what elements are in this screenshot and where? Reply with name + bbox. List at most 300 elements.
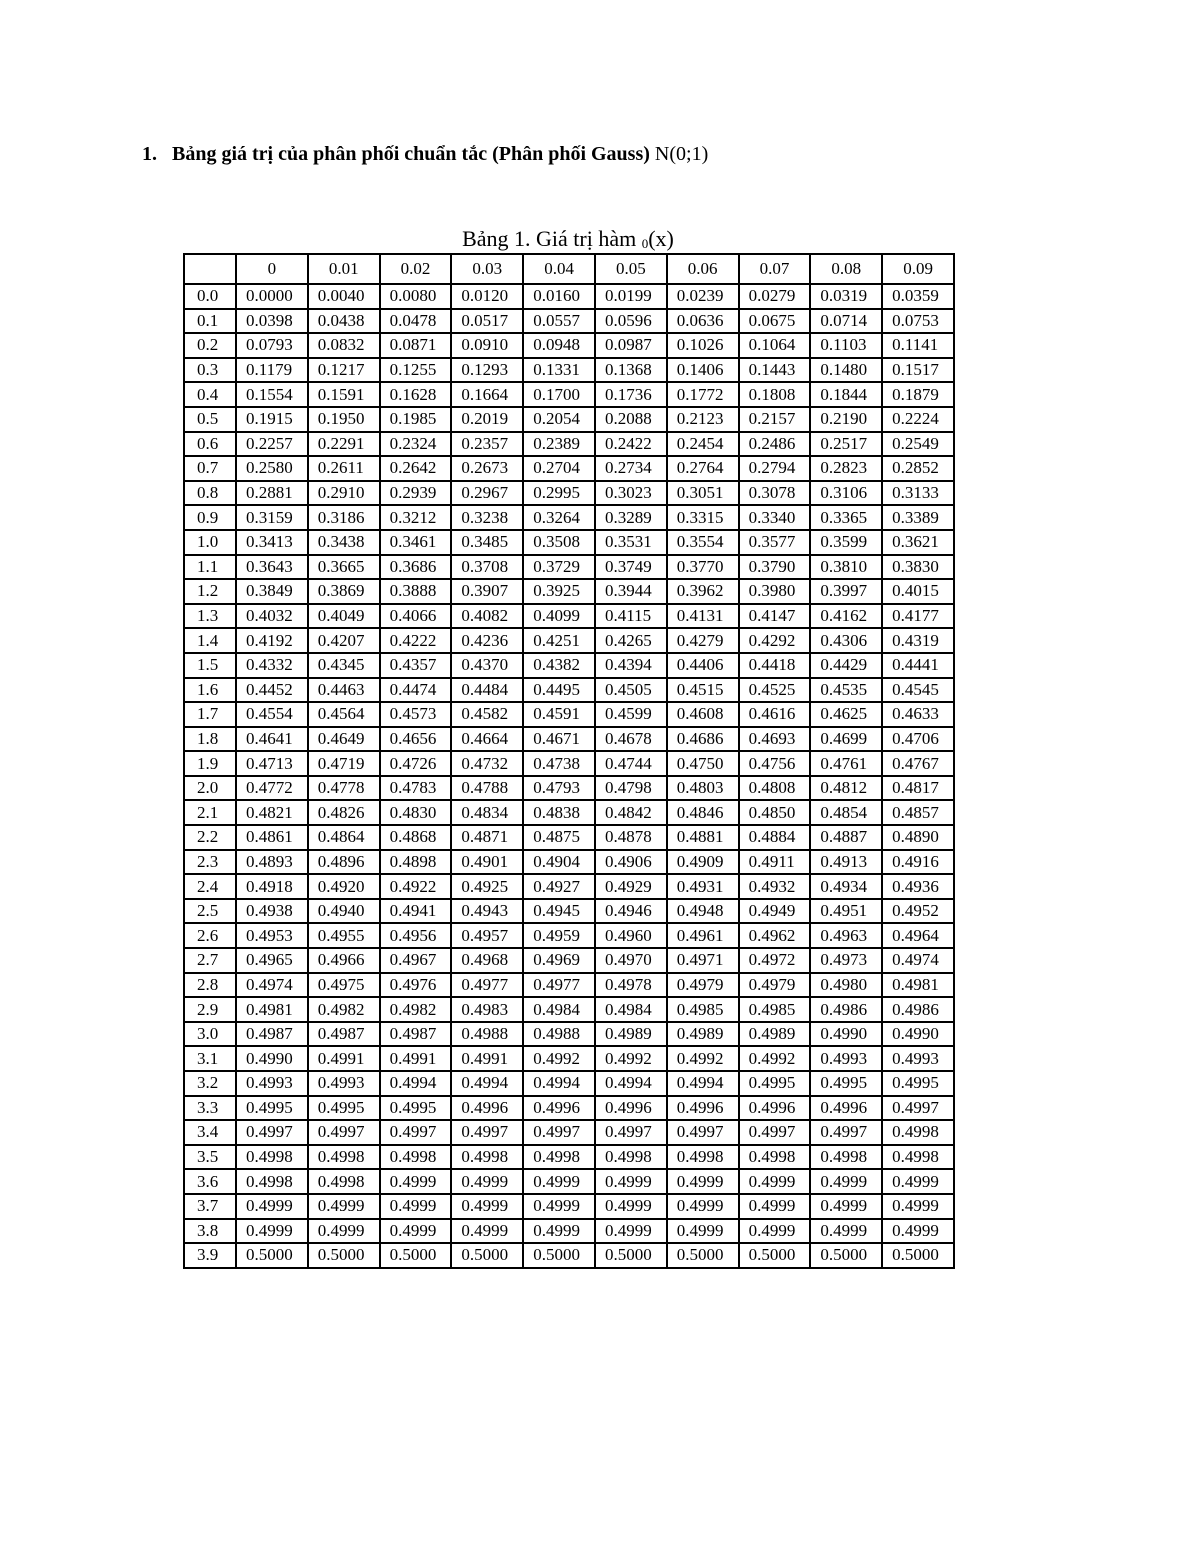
table-cell: 0.3790 (739, 555, 811, 580)
table-cell: 0.4793 (523, 776, 595, 801)
table-cell: 0.4989 (739, 1022, 811, 1047)
table-cell: 0.4994 (451, 1071, 523, 1096)
table-cell: 0.4998 (308, 1169, 380, 1194)
table-row (184, 1219, 954, 1244)
table-cell: 0.4999 (595, 1194, 667, 1219)
table-cell: 0.1664 (451, 382, 523, 407)
table-cell: 0.1700 (523, 382, 595, 407)
table-cell: 0.4441 (882, 653, 954, 678)
table-row (184, 1194, 954, 1219)
table-cell: 0.4861 (236, 825, 308, 850)
table-cell: 0.4977 (451, 973, 523, 998)
row-label: 1.8 (184, 727, 236, 752)
table-cell: 0.4957 (451, 923, 523, 948)
table-cell: 0.4893 (236, 850, 308, 875)
table-cell: 0.4857 (882, 800, 954, 825)
table-cell: 0.4938 (236, 899, 308, 924)
table-cell: 0.3461 (380, 530, 452, 555)
section-title-suffix: N(0;1) (654, 143, 709, 165)
table-cell: 0.1443 (739, 358, 811, 383)
table-cell: 0.3599 (810, 530, 882, 555)
table-cell: 0.4998 (810, 1145, 882, 1170)
table-cell: 0.4995 (236, 1096, 308, 1121)
table-cell: 0.4989 (667, 1022, 739, 1047)
table-cell: 0.0948 (523, 333, 595, 358)
table-cell: 0.4972 (739, 948, 811, 973)
table-row (184, 653, 954, 678)
table-cell: 0.0080 (380, 284, 452, 309)
table-cell: 0.4996 (595, 1096, 667, 1121)
row-label: 2.5 (184, 899, 236, 924)
table-cell: 0.4788 (451, 776, 523, 801)
table-row (184, 456, 954, 481)
table-cell: 0.4911 (739, 850, 811, 875)
table-row (184, 899, 954, 924)
table-cell: 0.4803 (667, 776, 739, 801)
table-cell: 0.4332 (236, 653, 308, 678)
table-cell: 0.4738 (523, 751, 595, 776)
table-cell: 0.4998 (451, 1145, 523, 1170)
table-cell: 0.3980 (739, 579, 811, 604)
table-cell: 0.0910 (451, 333, 523, 358)
table-cell: 0.0636 (667, 309, 739, 334)
table-cell: 0.3729 (523, 555, 595, 580)
table-cell: 0.5000 (380, 1243, 452, 1268)
table-cell: 0.4999 (380, 1169, 452, 1194)
table-cell: 0.0517 (451, 309, 523, 334)
table-cell: 0.4993 (308, 1071, 380, 1096)
table-cell: 0.4099 (523, 604, 595, 629)
table-row (184, 505, 954, 530)
table-cell: 0.4463 (308, 678, 380, 703)
table-cell: 0.3944 (595, 579, 667, 604)
table-cell: 0.0199 (595, 284, 667, 309)
table-cell: 0.4998 (523, 1145, 595, 1170)
row-label: 2.9 (184, 997, 236, 1022)
table-cell: 0.4951 (810, 899, 882, 924)
table-cell: 0.4554 (236, 702, 308, 727)
table-row (184, 702, 954, 727)
table-cell: 0.4981 (882, 973, 954, 998)
table-cell: 0.2324 (380, 432, 452, 457)
table-cell: 0.4131 (667, 604, 739, 629)
table-cell: 0.4032 (236, 604, 308, 629)
table-cell: 0.3264 (523, 505, 595, 530)
table-cell: 0.2642 (380, 456, 452, 481)
table-cell: 0.2673 (451, 456, 523, 481)
table-cell: 0.4192 (236, 628, 308, 653)
table-cell: 0.4732 (451, 751, 523, 776)
table-cell: 0.0596 (595, 309, 667, 334)
row-label: 0.8 (184, 481, 236, 506)
table-cell: 0.4999 (810, 1169, 882, 1194)
table-cell: 0.4997 (380, 1120, 452, 1145)
table-cell: 0.4994 (595, 1071, 667, 1096)
table-cell: 0.2257 (236, 432, 308, 457)
table-cell: 0.1103 (810, 333, 882, 358)
table-cell: 0.4992 (739, 1046, 811, 1071)
table-cell: 0.4878 (595, 825, 667, 850)
table-cell: 0.4970 (595, 948, 667, 973)
row-label: 0.5 (184, 407, 236, 432)
table-cell: 0.4999 (810, 1219, 882, 1244)
table-cell: 0.4934 (810, 874, 882, 899)
table-cell: 0.4750 (667, 751, 739, 776)
table-cell: 0.5000 (523, 1243, 595, 1268)
table-cell: 0.4998 (595, 1145, 667, 1170)
row-label: 0.9 (184, 505, 236, 530)
table-cell: 0.1480 (810, 358, 882, 383)
caption-subscript: 0 (641, 236, 649, 251)
table-cell: 0.4535 (810, 678, 882, 703)
table-cell: 0.4992 (595, 1046, 667, 1071)
table-cell: 0.3686 (380, 555, 452, 580)
table-cell: 0.1026 (667, 333, 739, 358)
table-cell: 0.4999 (595, 1219, 667, 1244)
table-cell: 0.1844 (810, 382, 882, 407)
table-cell: 0.4931 (667, 874, 739, 899)
table-cell: 0.4515 (667, 678, 739, 703)
table-cell: 0.2794 (739, 456, 811, 481)
table-cell: 0.4999 (451, 1194, 523, 1219)
table-cell: 0.2157 (739, 407, 811, 432)
table-cell: 0.4222 (380, 628, 452, 653)
table-cell: 0.4989 (595, 1022, 667, 1047)
table-cell: 0.4995 (308, 1096, 380, 1121)
table-cell: 0.2910 (308, 481, 380, 506)
table-cell: 0.4969 (523, 948, 595, 973)
table-row (184, 1071, 954, 1096)
table-cell: 0.2704 (523, 456, 595, 481)
table-cell: 0.4999 (380, 1219, 452, 1244)
table-cell: 0.4941 (380, 899, 452, 924)
table-cell: 0.4817 (882, 776, 954, 801)
table-cell: 0.4991 (451, 1046, 523, 1071)
table-cell: 0.4830 (380, 800, 452, 825)
row-label: 3.4 (184, 1120, 236, 1145)
column-header: 0.05 (595, 254, 667, 284)
table-cell: 0.4474 (380, 678, 452, 703)
table-cell: 0.4993 (236, 1071, 308, 1096)
table-cell: 0.4115 (595, 604, 667, 629)
row-label: 3.3 (184, 1096, 236, 1121)
table-cell: 0.4871 (451, 825, 523, 850)
table-cell: 0.4726 (380, 751, 452, 776)
table-row (184, 1169, 954, 1194)
table-cell: 0.4961 (667, 923, 739, 948)
table-cell: 0.4967 (380, 948, 452, 973)
table-cell: 0.4236 (451, 628, 523, 653)
table-cell: 0.1141 (882, 333, 954, 358)
table-cell: 0.4875 (523, 825, 595, 850)
row-label: 0.2 (184, 333, 236, 358)
table-cell: 0.4995 (882, 1071, 954, 1096)
row-label: 0.6 (184, 432, 236, 457)
table-cell: 0.4982 (308, 997, 380, 1022)
row-label: 2.8 (184, 973, 236, 998)
table-cell: 0.1255 (380, 358, 452, 383)
table-cell: 0.4995 (739, 1071, 811, 1096)
table-cell: 0.1293 (451, 358, 523, 383)
table-cell: 0.4964 (882, 923, 954, 948)
table-cell: 0.1985 (380, 407, 452, 432)
caption-suffix: (x) (648, 226, 674, 251)
table-cell: 0.5000 (667, 1243, 739, 1268)
table-cell: 0.4821 (236, 800, 308, 825)
table-cell: 0.1879 (882, 382, 954, 407)
table-cell: 0.4987 (308, 1022, 380, 1047)
table-row (184, 800, 954, 825)
table-cell: 0.4625 (810, 702, 882, 727)
column-header: 0.03 (451, 254, 523, 284)
table-cell: 0.2454 (667, 432, 739, 457)
table-cell: 0.3907 (451, 579, 523, 604)
table-cell: 0.4633 (882, 702, 954, 727)
row-label: 3.7 (184, 1194, 236, 1219)
table-cell: 0.4864 (308, 825, 380, 850)
table-cell: 0.0438 (308, 309, 380, 334)
table-cell: 0.3078 (739, 481, 811, 506)
table-cell: 0.4974 (882, 948, 954, 973)
table-cell: 0.4686 (667, 727, 739, 752)
table-cell: 0.4990 (810, 1022, 882, 1047)
table-cell: 0.4987 (236, 1022, 308, 1047)
table-cell: 0.4927 (523, 874, 595, 899)
table-cell: 0.3289 (595, 505, 667, 530)
table-cell: 0.3554 (667, 530, 739, 555)
section-title: Bảng giá trị của phân phối chuẩn tắc (Phân phối Gauss) (172, 143, 650, 165)
table-cell: 0.4898 (380, 850, 452, 875)
table-cell: 0.2054 (523, 407, 595, 432)
table-cell: 0.1808 (739, 382, 811, 407)
table-cell: 0.4995 (810, 1071, 882, 1096)
table-cell: 0.3413 (236, 530, 308, 555)
table-row (184, 555, 954, 580)
table-cell: 0.0478 (380, 309, 452, 334)
table-cell: 0.2190 (810, 407, 882, 432)
table-cell: 0.3665 (308, 555, 380, 580)
table-cell: 0.2881 (236, 481, 308, 506)
table-row (184, 481, 954, 506)
table-cell: 0.4999 (667, 1194, 739, 1219)
table-row (184, 751, 954, 776)
table-cell: 0.4904 (523, 850, 595, 875)
table-cell: 0.3238 (451, 505, 523, 530)
table-cell: 0.4854 (810, 800, 882, 825)
table-cell: 0.3159 (236, 505, 308, 530)
table-cell: 0.4913 (810, 850, 882, 875)
table-cell: 0.5000 (451, 1243, 523, 1268)
table-cell: 0.1950 (308, 407, 380, 432)
table-cell: 0.4998 (739, 1145, 811, 1170)
row-label: 1.6 (184, 678, 236, 703)
table-cell: 0.4641 (236, 727, 308, 752)
table-cell: 0.4783 (380, 776, 452, 801)
table-cell: 0.2734 (595, 456, 667, 481)
table-cell: 0.2123 (667, 407, 739, 432)
row-label: 3.2 (184, 1071, 236, 1096)
table-cell: 0.2019 (451, 407, 523, 432)
table-row (184, 776, 954, 801)
table-cell: 0.4881 (667, 825, 739, 850)
table-cell: 0.4920 (308, 874, 380, 899)
table-cell: 0.4999 (236, 1219, 308, 1244)
table-cell: 0.4678 (595, 727, 667, 752)
table-cell: 0.4713 (236, 751, 308, 776)
table-cell: 0.4985 (667, 997, 739, 1022)
table-cell: 0.4997 (308, 1120, 380, 1145)
table-cell: 0.4525 (739, 678, 811, 703)
table-cell: 0.3888 (380, 579, 452, 604)
table-row (184, 579, 954, 604)
table-cell: 0.4952 (882, 899, 954, 924)
table-cell: 0.4999 (523, 1169, 595, 1194)
table-cell: 0.4207 (308, 628, 380, 653)
table-cell: 0.0359 (882, 284, 954, 309)
table-cell: 0.1915 (236, 407, 308, 432)
table-cell: 0.4573 (380, 702, 452, 727)
table-cell: 0.1772 (667, 382, 739, 407)
table-cell: 0.4599 (595, 702, 667, 727)
table-cell: 0.5000 (308, 1243, 380, 1268)
table-cell: 0.4699 (810, 727, 882, 752)
table-row (184, 1022, 954, 1047)
table-cell: 0.4015 (882, 579, 954, 604)
table-cell: 0.4988 (523, 1022, 595, 1047)
table-cell: 0.1064 (739, 333, 811, 358)
table-cell: 0.3643 (236, 555, 308, 580)
table-cell: 0.4582 (451, 702, 523, 727)
table-cell: 0.4994 (667, 1071, 739, 1096)
table-cell: 0.3997 (810, 579, 882, 604)
table-cell: 0.4996 (810, 1096, 882, 1121)
table-cell: 0.2764 (667, 456, 739, 481)
table-cell: 0.3389 (882, 505, 954, 530)
table-cell: 0.2823 (810, 456, 882, 481)
table-row (184, 1096, 954, 1121)
column-header: 0.01 (308, 254, 380, 284)
table-row (184, 1145, 954, 1170)
row-label: 1.2 (184, 579, 236, 604)
table-cell: 0.4982 (380, 997, 452, 1022)
row-label: 3.6 (184, 1169, 236, 1194)
table-cell: 0.5000 (739, 1243, 811, 1268)
table-cell: 0.4996 (739, 1096, 811, 1121)
table-row (184, 923, 954, 948)
table-cell: 0.4997 (810, 1120, 882, 1145)
table-cell: 0.3962 (667, 579, 739, 604)
row-label: 1.5 (184, 653, 236, 678)
table-row (184, 1243, 954, 1268)
table-cell: 0.3830 (882, 555, 954, 580)
table-cell: 0.2224 (882, 407, 954, 432)
table-cell: 0.4608 (667, 702, 739, 727)
table-body (184, 254, 954, 1268)
table-cell: 0.4945 (523, 899, 595, 924)
table-caption (183, 226, 953, 252)
table-cell: 0.4940 (308, 899, 380, 924)
table-cell: 0.4761 (810, 751, 882, 776)
table-cell: 0.4656 (380, 727, 452, 752)
table-cell: 0.4999 (451, 1219, 523, 1244)
table-cell: 0.4842 (595, 800, 667, 825)
table-cell: 0.4162 (810, 604, 882, 629)
table-cell: 0.0753 (882, 309, 954, 334)
table-cell: 0.0832 (308, 333, 380, 358)
table-cell: 0.4495 (523, 678, 595, 703)
table-cell: 0.0279 (739, 284, 811, 309)
row-label: 2.4 (184, 874, 236, 899)
table-cell: 0.4997 (236, 1120, 308, 1145)
table-cell: 0.4988 (451, 1022, 523, 1047)
table-cell: 0.4418 (739, 653, 811, 678)
caption-prefix: Bảng 1. Giá trị hàm (462, 226, 637, 251)
column-header: 0 (236, 254, 308, 284)
table-cell: 0.4999 (882, 1194, 954, 1219)
table-cell: 0.3340 (739, 505, 811, 530)
table-cell: 0.2995 (523, 481, 595, 506)
table-cell: 0.4955 (308, 923, 380, 948)
table-row (184, 628, 954, 653)
table-cell: 0.4996 (667, 1096, 739, 1121)
row-label: 1.1 (184, 555, 236, 580)
table-cell: 0.2357 (451, 432, 523, 457)
table-cell: 0.4994 (380, 1071, 452, 1096)
table-cell: 0.4382 (523, 653, 595, 678)
table-cell: 0.4997 (882, 1096, 954, 1121)
table-cell: 0.3708 (451, 555, 523, 580)
table-cell: 0.3365 (810, 505, 882, 530)
table-cell: 0.4756 (739, 751, 811, 776)
table-cell: 0.1368 (595, 358, 667, 383)
table-row (184, 284, 954, 309)
table-cell: 0.4671 (523, 727, 595, 752)
table-cell: 0.4985 (739, 997, 811, 1022)
table-cell: 0.4772 (236, 776, 308, 801)
table-row (184, 432, 954, 457)
table-cell: 0.4906 (595, 850, 667, 875)
table-cell: 0.4999 (739, 1194, 811, 1219)
table-cell: 0.3485 (451, 530, 523, 555)
table-cell: 0.3577 (739, 530, 811, 555)
table-cell: 0.4997 (595, 1120, 667, 1145)
table-cell: 0.4545 (882, 678, 954, 703)
table-cell: 0.4292 (739, 628, 811, 653)
column-header: 0.04 (523, 254, 595, 284)
table-cell: 0.4946 (595, 899, 667, 924)
table-cell: 0.0987 (595, 333, 667, 358)
table-row (184, 850, 954, 875)
table-cell: 0.4999 (882, 1219, 954, 1244)
table-cell: 0.2580 (236, 456, 308, 481)
table-cell: 0.4808 (739, 776, 811, 801)
table-row (184, 530, 954, 555)
table-cell: 0.4968 (451, 948, 523, 973)
table-cell: 0.4357 (380, 653, 452, 678)
table-cell: 0.4979 (667, 973, 739, 998)
table-cell: 0.4999 (595, 1169, 667, 1194)
table-cell: 0.4066 (380, 604, 452, 629)
table-cell: 0.4997 (523, 1120, 595, 1145)
table-cell: 0.2549 (882, 432, 954, 457)
row-label: 0.1 (184, 309, 236, 334)
table-cell: 0.4649 (308, 727, 380, 752)
table-cell: 0.4394 (595, 653, 667, 678)
table-cell: 0.3051 (667, 481, 739, 506)
table-cell: 0.4956 (380, 923, 452, 948)
table-cell: 0.1517 (882, 358, 954, 383)
table-cell: 0.4995 (380, 1096, 452, 1121)
